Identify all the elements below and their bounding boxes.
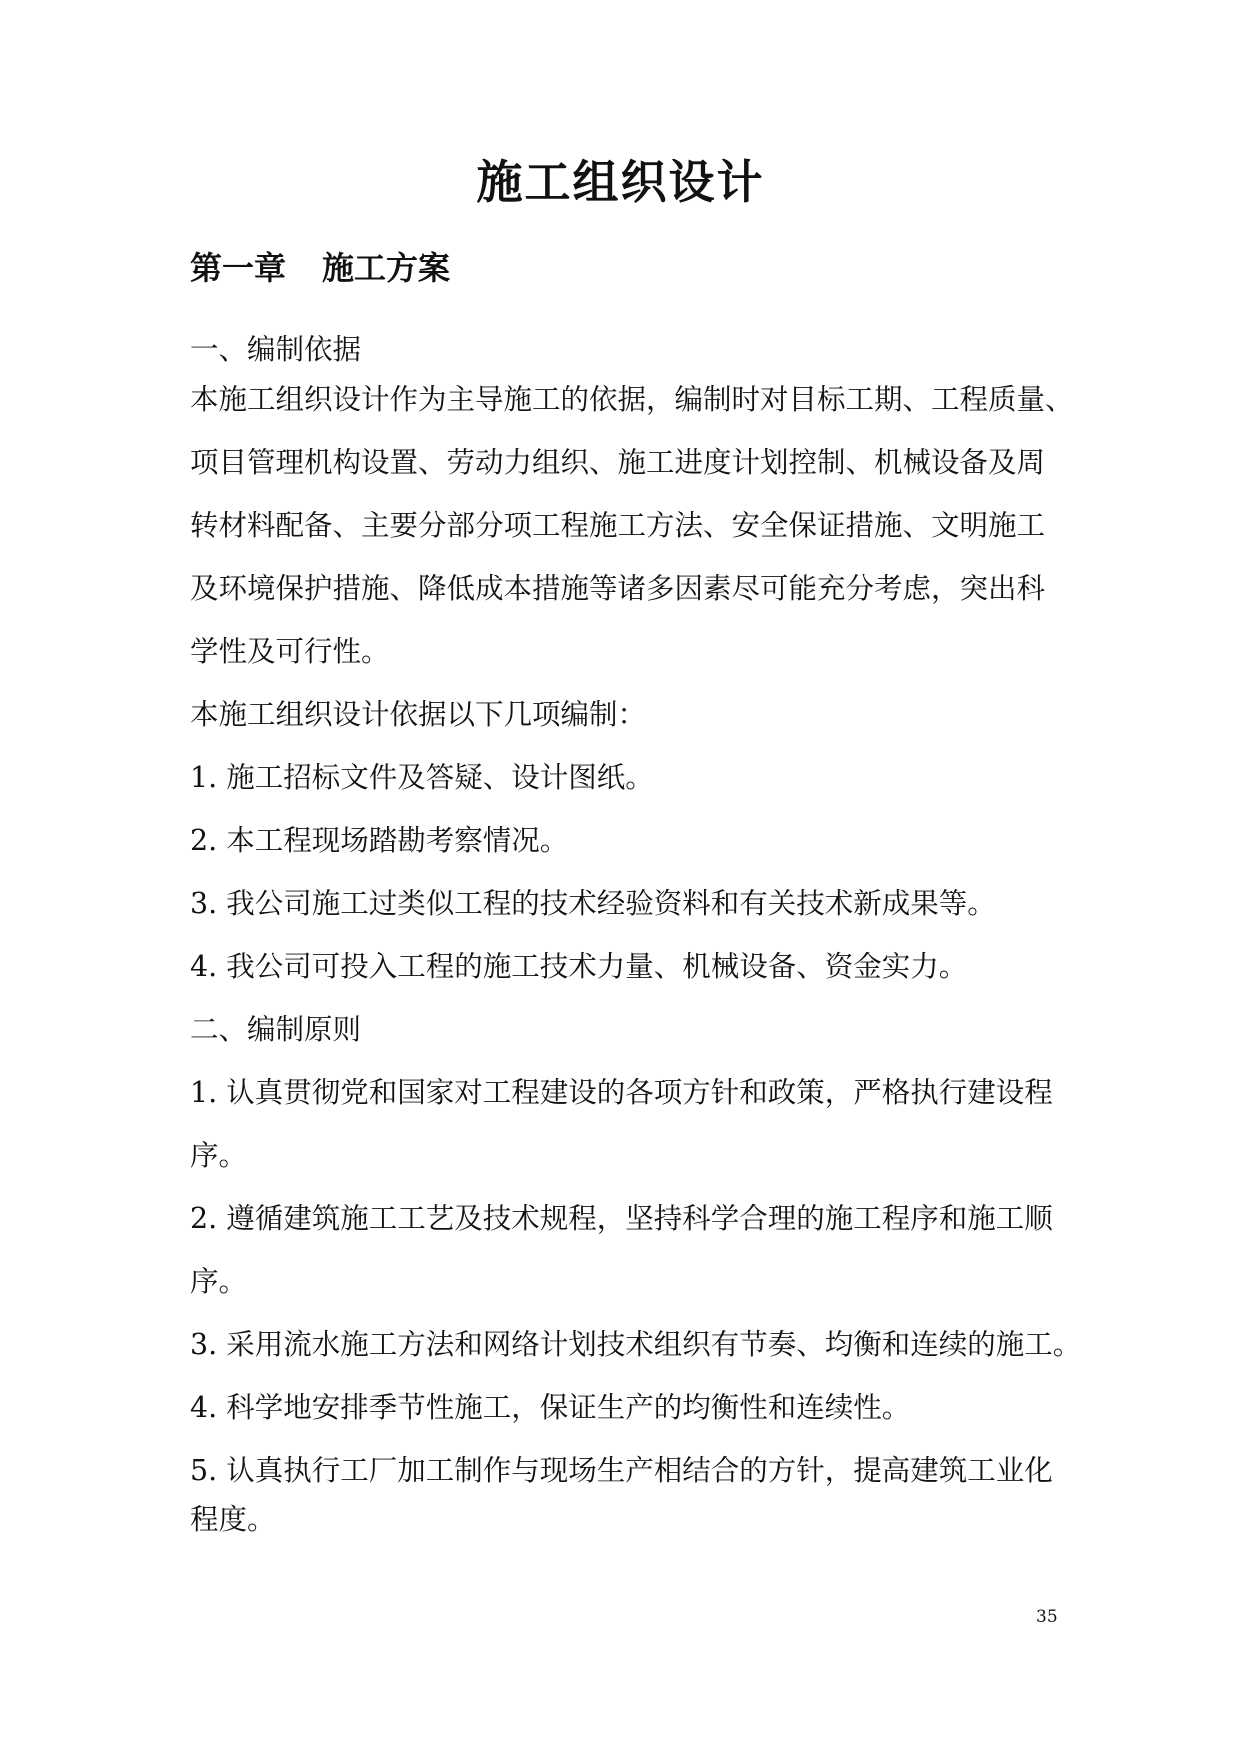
list-item: 4. 我公司可投入工程的施工技术力量、机械设备、资金实力。 (190, 950, 968, 983)
list-item: 4. 科学地安排季节性施工，保证生产的均衡性和连续性。 (190, 1391, 911, 1424)
list-item: 1. 施工招标文件及答疑、设计图纸。 (190, 761, 654, 794)
chapter-name: 施工方案 (322, 249, 451, 287)
chapter-heading (190, 243, 450, 293)
list-item-continuation: 程度。 (190, 1503, 276, 1536)
page-number: 35 (1036, 1607, 1058, 1627)
list-item-continuation: 序。 (190, 1139, 248, 1172)
paragraph-line: 及环境保护措施、降低成本措施等诸多因素尽可能充分考虑，突出科 (190, 572, 1046, 605)
paragraph-line: 学性及可行性。 (190, 635, 390, 668)
document-title: 施工组织设计 (476, 155, 765, 209)
paragraph-line: 本施工组织设计作为主导施工的依据，编制时对目标工期、工程质量、 (190, 383, 1074, 416)
list-item: 3. 采用流水施工方法和网络计划技术组织有节奏、均衡和连续的施工。 (190, 1328, 1082, 1361)
paragraph-line: 项目管理机构设置、劳动力组织、施工进度计划控制、机械设备及周 (190, 446, 1046, 479)
list-item: 2. 本工程现场踏勘考察情况。 (190, 824, 569, 857)
paragraph-line: 转材料配备、主要分部分项工程施工方法、安全保证措施、文明施工 (190, 509, 1046, 542)
section-heading-basis: 一、编制依据 (190, 333, 362, 366)
list-item-continuation: 序。 (190, 1265, 248, 1298)
list-item: 1. 认真贯彻党和国家对工程建设的各项方针和政策，严格执行建设程 (190, 1076, 1053, 1109)
chapter-number: 第一章 (190, 249, 287, 287)
list-item: 3. 我公司施工过类似工程的技术经验资料和有关技术新成果等。 (190, 887, 996, 920)
paragraph-line: 本施工组织设计依据以下几项编制： (190, 698, 647, 731)
list-item: 5. 认真执行工厂加工制作与现场生产相结合的方针，提高建筑工业化 (190, 1454, 1053, 1487)
list-item: 2. 遵循建筑施工工艺及技术规程，坚持科学合理的施工程序和施工顺 (190, 1202, 1053, 1235)
section-heading-principles: 二、编制原则 (190, 1013, 362, 1046)
